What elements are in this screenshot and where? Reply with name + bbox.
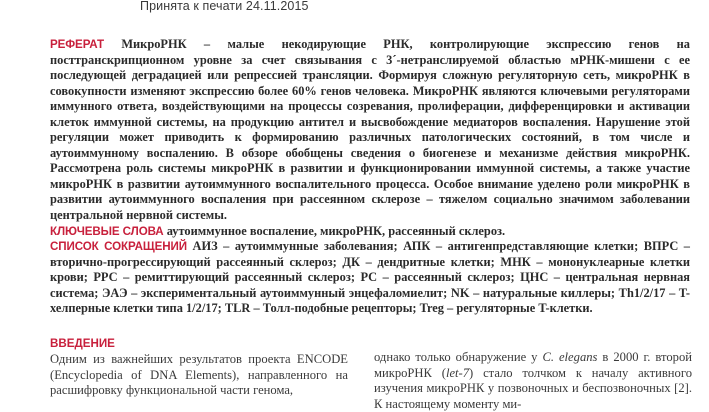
- right-text-1: однако только обнаружение у: [374, 350, 543, 364]
- abstract-text: МикроРНК – малые некодирующие РНК, контролирующие экспрессию генов на посттранскрипционном уровне за счет связывания с 3´-нетранслируемой областью мРНК-мишени с ее последующей деградацией или репрессией трансляции. Формируя сложную регуляторную сеть, микроРНК в совокупности изменяют экспрессию более 60% генов человека. МикроРНК являются ключевыми регуляторами иммунного ответа, воздействующими на процессы созревания, пролиферации, дифференцировки и активации клеток иммунной системы, на продукцию антител и высвобождение медиаторов воспаления. Нарушение этой регуляции может приводить к формированию различных патологических состояний, в том числе и аутоиммунному воспалению. В обзоре обобщены сведения о биогенезе и механизме действия микроРНК. Рассмотрена роль системы микроРНК в развитии и функционировании иммунной системы, а также участие микроРНК в развитии аутоиммунного воспалительного процесса. Особое внимание уделено роли микроРНК в развитии аутоиммунного воспаления при рассеянном склерозе – тяжелом социально значимом заболевании центральной нервной системы.: [50, 37, 690, 223]
- intro-text: Одним из важнейших результатов проекта ENCODE (Encyclopedia of DNA Elements), направленного на расшифровку функциональной части генома,: [50, 352, 348, 397]
- abbreviations-text: АИЗ – аутоиммунные заболевания; АПК – антигенпредставляющие клетки; ВПРС – вторично-прогрессирующий рассеянный склероз; ДК – дендритные клетки; МНК – мононуклеарные клетки крови; РРС – ремиттирующий рассеянный склероз; РС – рассеянный склероз; ЦНС – центральная нервная система; ЭАЭ – экспериментальный аутоиммунный энцефаломиелит; NK – натуральные киллеры; Th1/2/17 – T-хелперные клетки типа 1/2/17; TLR – Толл-подобные рецепторы; Treg – регуляторные T-клетки.: [50, 239, 690, 316]
- keywords-paragraph: [50, 224, 690, 240]
- organism-name: C. elegans: [542, 350, 598, 364]
- intro-column: [50, 336, 348, 399]
- right-column: [374, 350, 692, 412]
- gene-name: let-7: [445, 365, 470, 380]
- abbreviations-label: СПИСОК СОКРАЩЕНИЙ: [50, 240, 188, 254]
- abstract-block: [50, 37, 690, 317]
- abstract-label: РЕФЕРАТ: [50, 38, 104, 51]
- keywords-text: аутоиммунное воспаление, микроРНК, рассеянный склероз.: [166, 223, 506, 238]
- intro-heading: ВВЕДЕНИЕ: [50, 337, 115, 350]
- abstract-paragraph: [50, 37, 690, 224]
- keywords-label: КЛЮЧЕВЫЕ СЛОВА: [50, 224, 164, 238]
- right-text-3: ) стало толчком к началу активного изучения микроРНК у позвоночных и беспозвоночных [2]. К настоящему моменту ми-: [374, 365, 692, 411]
- abbreviations-paragraph: [50, 239, 690, 317]
- right-text-2: в 2000 г. второй микроРНК (: [374, 350, 692, 380]
- right-column-text: [374, 350, 692, 412]
- accepted-date: Принята к печати 24.11.2015: [140, 0, 309, 13]
